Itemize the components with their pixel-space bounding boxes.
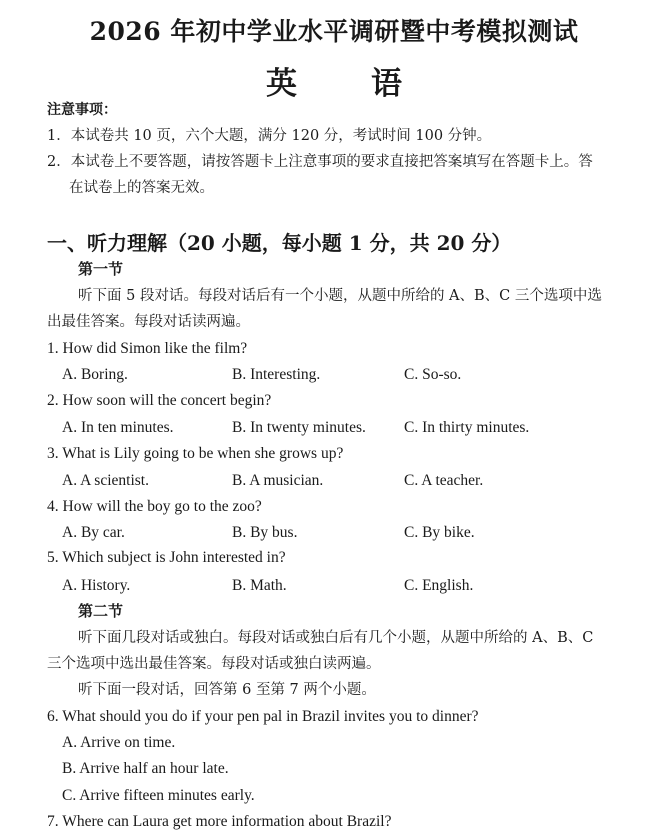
exam-title: 2026 年初中学业水平调研暨中考模拟测试 [89, 17, 579, 46]
q6-option-b: B. Arrive half an hour late. [62, 760, 229, 777]
part-1-instruction-line-1: 听下面 5 段对话。每段对话后有一个小题，从题中所给的 A、B、C 三个选项中选 [78, 288, 602, 304]
part-2-heading: 第二节 [78, 602, 124, 620]
part-1-heading: 第一节 [78, 260, 124, 278]
q2-option-b: B. In twenty minutes. [232, 419, 366, 436]
q1-option-b: B. Interesting. [232, 366, 321, 383]
q5-option-b: B. Math. [232, 577, 287, 594]
q2-option-c: C. In thirty minutes. [404, 419, 530, 436]
part-2-instruction-line-1: 听下面几段对话或独白。每段对话或独白后有几个小题，从题中所给的 A、B、C [78, 630, 594, 646]
q4-option-a: A. By car. [62, 524, 125, 541]
subject-char-2: 语 [371, 66, 402, 102]
q3-option-b: B. A musician. [232, 472, 324, 489]
q4-option-b: B. By bus. [232, 524, 298, 541]
q4-option-c: C. By bike. [404, 524, 475, 541]
section-1-heading: 一、听力理解（20 小题，每小题 1 分，共 20 分） [47, 231, 512, 255]
part-2-sub-instruction: 听下面一段对话，回答第 6 至第 7 两个小题。 [78, 682, 376, 698]
q6-option-a: A. Arrive on time. [62, 734, 176, 751]
note-item-1: 1．本试卷共 10 页，六个大题，满分 120 分，考试时间 100 分钟。 [47, 128, 492, 144]
subject-char-1: 英 [266, 66, 297, 102]
q3-option-a: A. A scientist. [62, 472, 149, 489]
part-2-instruction-line-2: 三个选项中选出最佳答案。每段对话或独白读两遍。 [47, 656, 381, 672]
q3-option-c: C. A teacher. [404, 472, 484, 489]
q6-option-c: C. Arrive fifteen minutes early. [62, 787, 255, 804]
question-3: 3. What is Lily going to be when she grows up? [47, 445, 344, 462]
question-2: 2. How soon will the concert begin? [47, 392, 272, 409]
notes-heading: 注意事项： [47, 102, 117, 118]
subject-title [0, 58, 668, 103]
q2-option-a: A. In ten minutes. [62, 419, 174, 436]
question-7: 7. Where can Laura get more information about Brazil? [47, 813, 392, 830]
note-item-2-line-1: 2．本试卷上不要答题，请按答题卡上注意事项的要求直接把答案填写在答题卡上。答 [47, 154, 593, 170]
q5-option-a: A. History. [62, 577, 131, 594]
question-4: 4. How will the boy go to the zoo? [47, 498, 262, 515]
question-6: 6. What should you do if your pen pal in Brazil invites you to dinner? [47, 708, 479, 725]
question-1: 1. How did Simon like the film? [47, 340, 248, 357]
question-5: 5. Which subject is John interested in? [47, 549, 286, 566]
q1-option-c: C. So-so. [404, 366, 462, 383]
note-item-2-line-2: 在试卷上的答案无效。 [69, 180, 214, 196]
q5-option-c: C. English. [404, 577, 474, 594]
q1-option-a: A. Boring. [62, 366, 128, 383]
part-1-instruction-line-2: 出最佳答案。每段对话读两遍。 [47, 314, 250, 330]
